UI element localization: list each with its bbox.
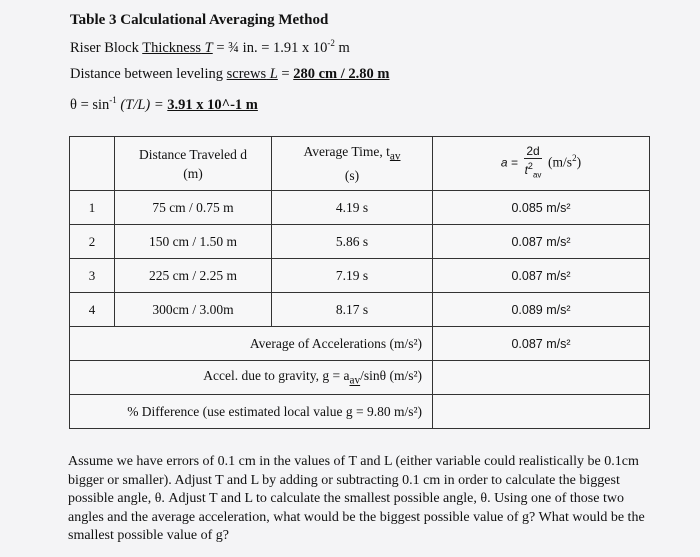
- header-accel-unit-close: ): [576, 154, 582, 170]
- header-accel-unit-exp: 2: [572, 153, 577, 164]
- gravity-label-start: Accel. due to gravity, g = a: [203, 368, 350, 384]
- average-label: Average of Accelerations (m/s²): [70, 327, 433, 361]
- riser-exp: -2: [327, 38, 335, 48]
- header-accel-a: a =: [500, 155, 518, 170]
- dist-word: screws: [226, 66, 267, 82]
- riser-word: Thickness: [142, 39, 202, 56]
- row-time: 5.86 s: [272, 225, 433, 259]
- gravity-row: [70, 361, 650, 395]
- dist-eq: =: [277, 66, 294, 82]
- question-paragraph: Assume we have errors of 0.1 cm in the values of T and L (either variable could realistically be 0.1cm bigger or smaller). Adjust T and L by adding or subtracting 0.1 cm in order to calculate the biggest possible angle, θ. Adjust T and L to calculate the smallest possible angle, θ. Using one of those two angles and the average acceleration, what would be the biggest possible value of g? What would be the smallest possible value of g?: [68, 454, 645, 543]
- row-index: 2: [70, 225, 115, 259]
- averaging-table: [69, 136, 650, 429]
- header-accel-den: t: [524, 163, 528, 178]
- difference-row: [70, 395, 650, 429]
- header-distance-l2: (m): [183, 165, 203, 181]
- row-index: 1: [70, 191, 115, 225]
- header-acceleration: [433, 137, 650, 191]
- row-distance: 225 cm / 2.25 m: [115, 259, 272, 293]
- dist-value: 280 cm / 2.80 m: [293, 66, 390, 82]
- difference-label: % Difference (use estimated local value g = 9.80 m/s²): [70, 395, 433, 429]
- header-time-sub: av: [389, 150, 401, 163]
- average-value: 0.087 m/s²: [433, 327, 650, 361]
- riser-thickness-line: [70, 38, 350, 57]
- theta-line: [70, 95, 258, 114]
- theta-value: 3.91 x 10^-1 m: [167, 96, 258, 113]
- row-acceleration: 0.089 m/s²: [433, 293, 650, 327]
- row-index: 4: [70, 293, 115, 327]
- gravity-label-sub: av: [349, 374, 361, 387]
- row-acceleration: 0.085 m/s²: [433, 191, 650, 225]
- riser-value: = ¾ in. = 1.91 x 10: [212, 39, 328, 56]
- row-time: 4.19 s: [272, 191, 433, 225]
- row-distance: 150 cm / 1.50 m: [115, 225, 272, 259]
- table-title: Table 3 Calculational Averaging Method: [70, 12, 329, 28]
- row-index: 3: [70, 259, 115, 293]
- table-row: [70, 225, 650, 259]
- header-accel-fraction: [524, 144, 541, 182]
- row-distance: 75 cm / 0.75 m: [115, 191, 272, 225]
- theta-expr: (T/L) =: [116, 96, 168, 113]
- header-distance: [115, 137, 272, 191]
- header-index: [70, 137, 115, 191]
- riser-prefix: Riser Block: [70, 39, 143, 56]
- header-time-l2: (s): [344, 168, 360, 184]
- average-row: [70, 327, 650, 361]
- table-row: [70, 293, 650, 327]
- leveling-distance-line: [70, 66, 389, 83]
- header-accel-den-sub: av: [532, 170, 542, 180]
- row-distance: 300cm / 3.00m: [115, 293, 272, 327]
- riser-unit: m: [334, 39, 350, 56]
- header-accel-num: 2d: [526, 144, 540, 159]
- dist-L: L: [266, 66, 278, 82]
- table-row: [70, 259, 650, 293]
- gravity-label-end: /sinθ (m/s²): [360, 368, 422, 384]
- table-header-row: [70, 137, 650, 191]
- row-acceleration: 0.087 m/s²: [433, 225, 650, 259]
- row-time: 7.19 s: [272, 259, 433, 293]
- theta-prefix: θ = sin: [70, 96, 110, 113]
- row-time: 8.17 s: [272, 293, 433, 327]
- header-accel-unit: (m/s: [548, 154, 573, 170]
- table-row: [70, 191, 650, 225]
- header-distance-l1: Distance Traveled d: [139, 146, 247, 162]
- header-time-l1: Average Time, t: [303, 143, 390, 159]
- header-time: [272, 137, 433, 191]
- gravity-value[interactable]: [433, 361, 650, 395]
- riser-T: T: [201, 39, 213, 56]
- dist-prefix: Distance between leveling: [70, 66, 227, 82]
- theta-exp: -1: [109, 95, 117, 105]
- header-accel-den-exp: 2: [527, 161, 533, 172]
- row-acceleration: 0.087 m/s²: [433, 259, 650, 293]
- difference-value[interactable]: [433, 395, 650, 429]
- gravity-label: [70, 361, 433, 395]
